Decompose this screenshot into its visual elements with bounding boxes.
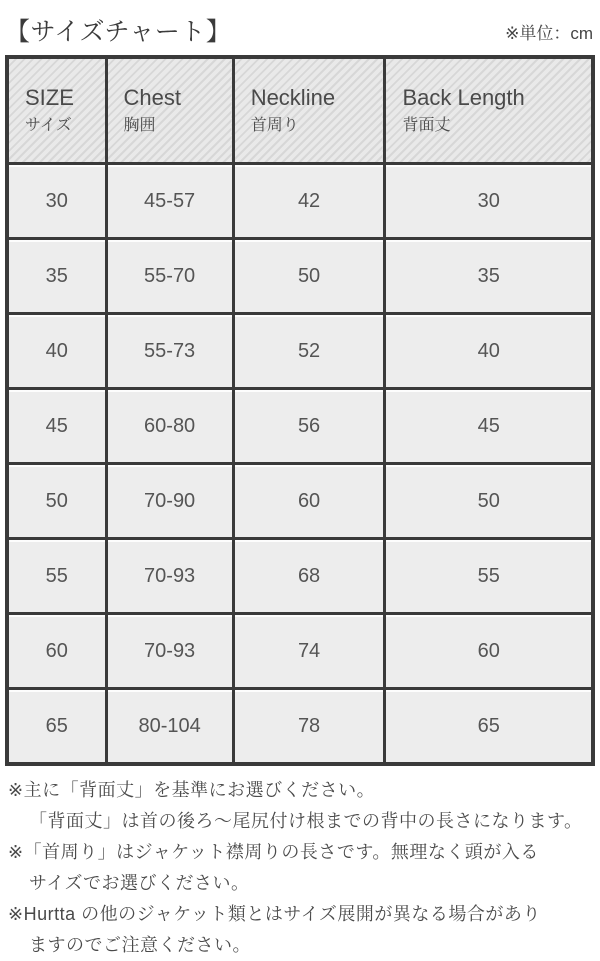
table-cell: 40	[7, 314, 106, 389]
table-cell: 35	[385, 239, 593, 314]
table-cell: 60-80	[106, 389, 233, 464]
table-cell: 50	[233, 239, 385, 314]
table-cell: 42	[233, 164, 385, 239]
table-row	[7, 539, 593, 614]
unit-note: ※単位：cm	[505, 24, 593, 43]
table-cell: 35	[7, 239, 106, 314]
note-line: ※主に「背面丈」を基準にお選びください。	[8, 780, 376, 800]
column-header-ja: 胸囲	[123, 117, 156, 134]
table-row	[7, 239, 593, 314]
table-cell: 68	[233, 539, 385, 614]
note-line: サイズでお選びください。	[29, 873, 250, 893]
table-row	[7, 314, 593, 389]
title-bar	[0, 0, 600, 55]
size-notes	[0, 775, 600, 961]
table-cell: 50	[7, 464, 106, 539]
page-title: 【サイズチャート】	[5, 18, 232, 46]
column-header-en: Neckline	[250, 85, 336, 110]
table-cell: 40	[385, 314, 593, 389]
table-cell: 70-93	[106, 539, 233, 614]
table-cell: 60	[233, 464, 385, 539]
table-cell: 45	[385, 389, 593, 464]
table-cell: 30	[385, 164, 593, 239]
table-cell: 50	[385, 464, 593, 539]
note-line: 「背面丈」は首の後ろ～尾尻付け根までの背中の長さになります。	[29, 811, 583, 831]
table-cell: 45-57	[106, 164, 233, 239]
table-row	[7, 164, 593, 239]
note-line: ますのでご注意ください。	[29, 935, 251, 955]
table-cell: 70-90	[106, 464, 233, 539]
note-line: ※「首周り」はジャケット襟周りの長さです。無理なく頭が入る	[8, 842, 539, 862]
table-row	[7, 614, 593, 689]
table-cell: 55-73	[106, 314, 233, 389]
column-header-back-length	[385, 57, 593, 164]
table-cell: 80-104	[106, 689, 233, 765]
table-cell: 55-70	[106, 239, 233, 314]
table-cell: 70-93	[106, 614, 233, 689]
table-row	[7, 689, 593, 765]
table-cell: 65	[385, 689, 593, 765]
column-header-en: SIZE	[25, 85, 74, 110]
column-header-chest	[106, 57, 233, 164]
table-header-row	[7, 57, 593, 164]
table-row	[7, 464, 593, 539]
column-header-ja: 背面丈	[402, 117, 451, 134]
table-cell: 56	[233, 389, 385, 464]
column-header-size	[7, 57, 106, 164]
table-cell: 55	[385, 539, 593, 614]
column-header-ja: 首周り	[250, 117, 299, 134]
column-header-en: Back Length	[402, 85, 525, 110]
table-row	[7, 389, 593, 464]
table-cell: 78	[233, 689, 385, 765]
table-cell: 60	[385, 614, 593, 689]
column-header-en: Chest	[123, 85, 182, 110]
table-cell: 74	[233, 614, 385, 689]
table-cell: 45	[7, 389, 106, 464]
table-cell: 55	[7, 539, 106, 614]
column-header-ja: サイズ	[25, 117, 72, 134]
table-cell: 52	[233, 314, 385, 389]
column-header-neckline	[233, 57, 385, 164]
table-cell: 65	[7, 689, 106, 765]
table-cell: 60	[7, 614, 106, 689]
table-cell: 30	[7, 164, 106, 239]
size-chart-table	[5, 55, 595, 766]
note-line: ※Hurtta の他のジャケット類とはサイズ展開が異なる場合があり	[8, 904, 541, 924]
